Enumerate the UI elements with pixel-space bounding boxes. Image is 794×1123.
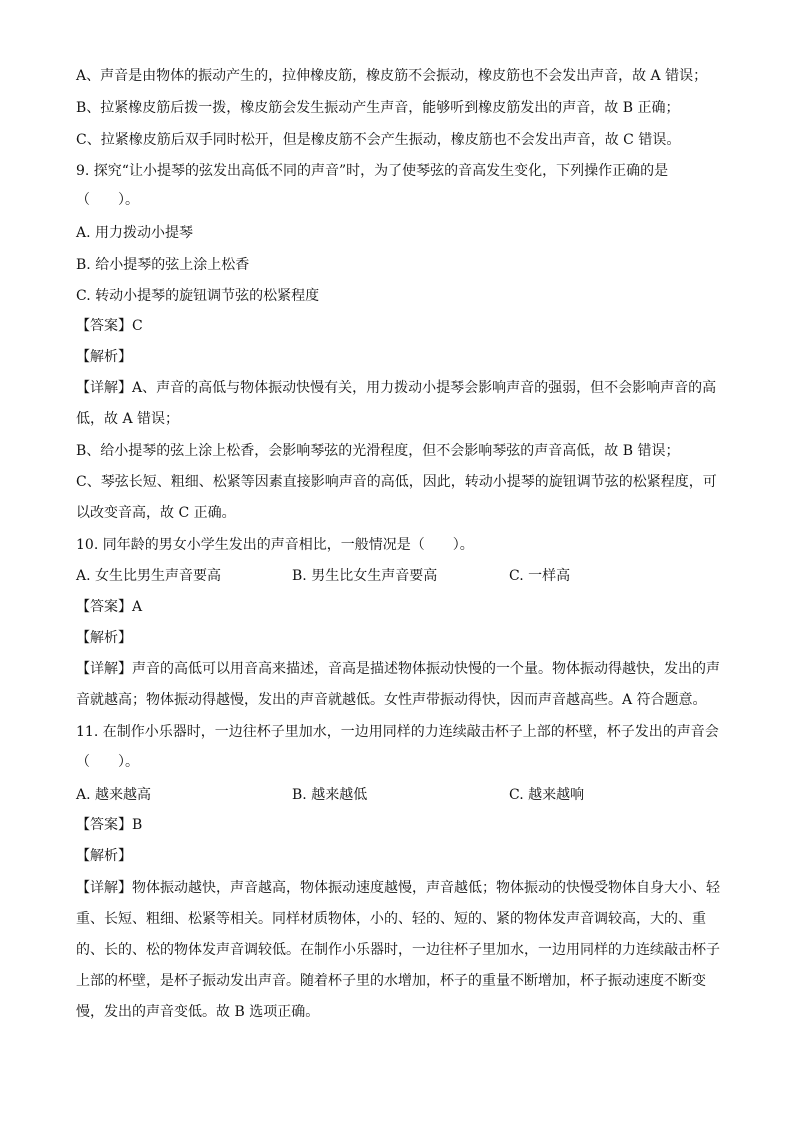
prev-analysis-a: A、声音是由物体的振动产生的，拉伸橡皮筋，橡皮筋不会振动，橡皮筋也不会发出声音，故 A 错误；	[76, 68, 708, 84]
q10-stem: 10. 同年龄的男女小学生发出的声音相比，一般情况是（ ）。	[76, 537, 474, 553]
q11-option-c: C. 越来越响	[509, 787, 585, 803]
prev-analysis-c: C、拉紧橡皮筋后双手同时松开，但是橡皮筋不会产生振动，橡皮筋也不会发出声音，故 C 错误。	[76, 132, 681, 148]
q10-detail-line2: 音就越高；物体振动得越慢，发出的声音就越低。女性声带振动得快，因而声音越高些。A 符合题意。	[76, 692, 707, 708]
q9-analysis-title: 【解析】	[76, 349, 132, 365]
q11-options	[76, 785, 726, 805]
q9-detail-line1: 【详解】A、声音的高低与物体振动快慢有关，用力拨动小提琴会影响声音的强弱，但不会影响声音的高	[76, 380, 717, 396]
q11-detail-line5: 慢，发出的声音变低。故 B 选项正确。	[76, 1004, 320, 1020]
q10-option-c: C. 一样高	[509, 568, 571, 584]
q9-option-b: B. 给小提琴的弦上涂上松香	[76, 257, 250, 273]
q11-stem-line1: 11. 在制作小乐器时，一边往杯子里加水，一边用同样的力连续敲击杯子上部的杯壁，杯子发出的声音会	[76, 724, 719, 740]
q11-option-b: B. 越来越低	[292, 787, 368, 803]
q10-detail-line1: 【详解】声音的高低可以用音高来描述，音高是描述物体振动快慢的一个量。物体振动得越快，发出的声	[76, 661, 720, 677]
q11-detail-line4: 上部的杯壁，是杯子振动发出声音。随着杯子里的水增加，杯子的重量不断增加，杯子振动速度不断变	[76, 973, 706, 989]
q9-detail-line4: C、琴弦长短、粗细、松紧等因素直接影响声音的高低，因此，转动小提琴的旋钮调节弦的松紧程度，可	[76, 474, 717, 490]
q9-stem-line1: 9. 探究“让小提琴的弦发出高低不同的声音”时，为了使琴弦的音高发生变化，下列操作正确的是	[76, 163, 669, 179]
q9-detail-line5: 以改变音高，故 C 正确。	[76, 505, 236, 521]
q10-option-a: A. 女生比男生声音要高	[76, 568, 222, 584]
q9-answer: 【答案】C	[76, 318, 143, 334]
q11-detail-line2: 重、长短、粗细、松紧等相关。同样材质物体，小的、轻的、短的、紧的物体发声音调较高，大的、重	[76, 911, 706, 927]
q10-options	[76, 566, 726, 586]
q9-detail-line3: B、给小提琴的弦上涂上松香，会影响琴弦的光滑程度，但不会影响琴弦的声音高低，故 B 错误；	[76, 443, 680, 459]
q10-option-b: B. 男生比女生声音要高	[292, 568, 438, 584]
q11-stem-line2: （ ）。	[76, 754, 139, 770]
q9-detail-line2: 低，故 A 错误；	[76, 411, 180, 427]
q11-answer: 【答案】B	[76, 817, 143, 833]
q10-answer: 【答案】A	[76, 599, 143, 615]
q9-option-c: C. 转动小提琴的旋钮调节弦的松紧程度	[76, 288, 320, 304]
q10-analysis-title: 【解析】	[76, 630, 132, 646]
q9-option-a: A. 用力拨动小提琴	[76, 225, 194, 241]
q9-stem-line2: （ ）。	[76, 192, 139, 208]
q11-option-a: A. 越来越高	[76, 787, 152, 803]
q11-detail-line3: 的、长的、松的物体发声音调较低。在制作小乐器时，一边往杯子里加水，一边用同样的力连续敲击杯子	[76, 942, 720, 958]
prev-analysis-b: B、拉紧橡皮筋后拨一拨，橡皮筋会发生振动产生声音，能够听到橡皮筋发出的声音，故 B 正确；	[76, 100, 680, 116]
q11-detail-line1: 【详解】物体振动越快，声音越高，物体振动速度越慢，声音越低；物体振动的快慢受物体自身大小、轻	[76, 880, 720, 896]
q11-analysis-title: 【解析】	[76, 848, 132, 864]
